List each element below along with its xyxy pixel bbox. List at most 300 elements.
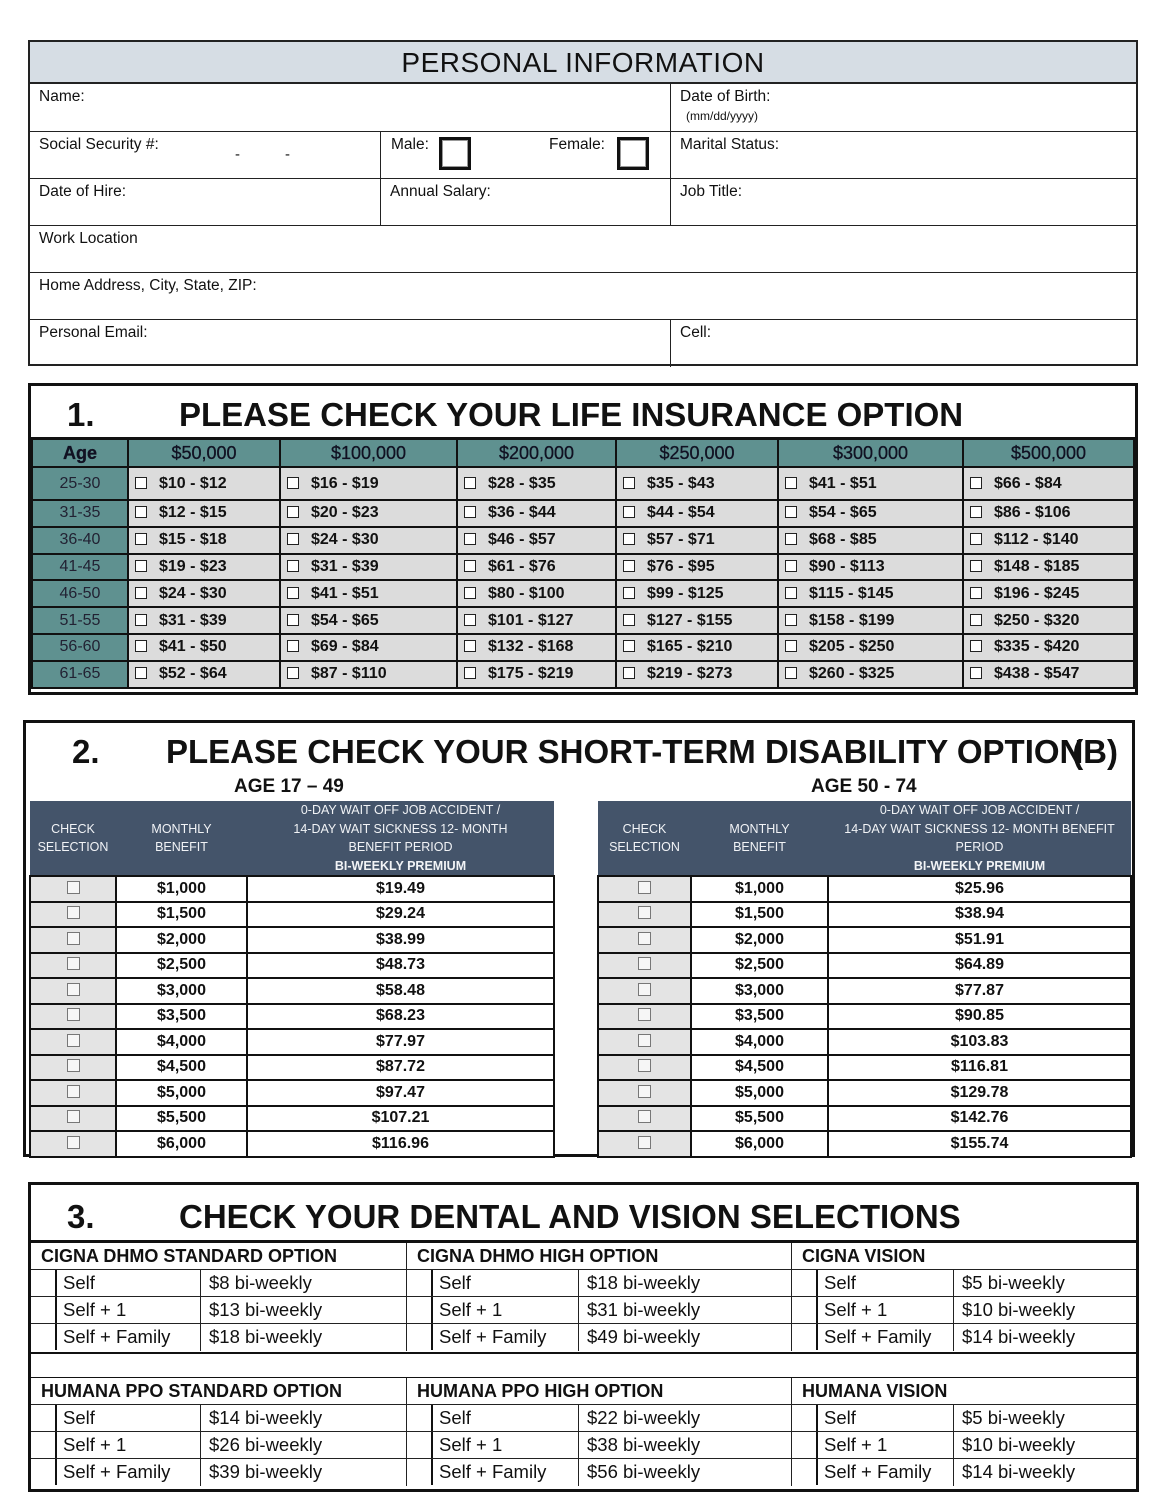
check-selection-cell[interactable] (30, 1055, 116, 1081)
bi-weekly-premium: $51.91 (828, 927, 1131, 953)
checkbox-icon[interactable] (464, 667, 476, 679)
row-contact (30, 320, 1136, 367)
tier-checkbox[interactable] (407, 1270, 433, 1296)
std-option-row (30, 876, 554, 902)
life-option-cell[interactable] (616, 580, 778, 607)
life-option-cell[interactable] (616, 527, 778, 554)
ssn-field[interactable] (30, 132, 380, 178)
life-option-cell[interactable] (778, 467, 963, 500)
rate-range: $127 - $155 (647, 611, 733, 629)
checkbox-icon[interactable] (464, 533, 476, 545)
job-title-field[interactable] (670, 179, 1136, 225)
checkbox-icon[interactable] (623, 477, 635, 489)
checkbox-icon[interactable] (67, 1008, 80, 1021)
rate-range: $52 - $64 (159, 665, 227, 683)
check-selection-cell[interactable] (30, 1080, 116, 1106)
checkbox-icon[interactable] (785, 614, 797, 626)
std-option-row (30, 1131, 554, 1157)
checkbox-icon[interactable] (135, 614, 147, 626)
life-option-cell[interactable] (128, 661, 280, 688)
life-option-cell[interactable] (616, 661, 778, 688)
rate-range: $101 - $127 (488, 611, 574, 629)
rate-range: $68 - $85 (809, 531, 877, 549)
life-option-cell[interactable] (128, 607, 280, 634)
life-option-cell[interactable] (457, 467, 616, 500)
rate-range: $90 - $113 (809, 557, 885, 575)
checkbox-icon[interactable] (785, 667, 797, 679)
bi-weekly-premium: $129.78 (828, 1080, 1131, 1106)
life-rate-row (32, 607, 1134, 634)
bi-weekly-premium: $107.21 (247, 1106, 554, 1132)
coverage-tier: Self + Family (824, 1326, 932, 1347)
life-option-cell[interactable] (280, 500, 457, 527)
checkbox-icon[interactable] (638, 957, 651, 970)
std-option-row (30, 978, 554, 1004)
life-option-cell[interactable] (128, 527, 280, 554)
check-selection-cell[interactable] (30, 902, 116, 928)
checkbox-icon[interactable] (638, 1008, 651, 1021)
dob-field[interactable] (670, 84, 1136, 131)
rate-range: $16 - $19 (311, 474, 379, 492)
life-option-cell[interactable] (280, 580, 457, 607)
tier-checkbox[interactable] (792, 1324, 818, 1350)
tier-price: $18 bi-weekly (200, 1324, 322, 1351)
ssn-separator: - (235, 146, 240, 163)
life-option-cell[interactable] (778, 554, 963, 581)
checkbox-icon[interactable] (638, 1136, 651, 1149)
std-option-row (598, 978, 1131, 1004)
check-selection-cell[interactable] (30, 1106, 116, 1132)
tier-checkbox[interactable] (31, 1324, 57, 1350)
life-option-cell[interactable] (963, 634, 1134, 661)
marital-status-field[interactable] (670, 132, 1136, 178)
tier-checkbox[interactable] (792, 1459, 818, 1485)
row-ssn-gender (30, 132, 1136, 179)
rate-range: $87 - $110 (311, 665, 387, 683)
coverage-tier: Self + 1 (63, 1299, 127, 1320)
plan-tier-row (31, 1432, 406, 1459)
life-option-cell[interactable] (457, 554, 616, 581)
checkbox-icon[interactable] (135, 560, 147, 572)
checkbox-icon[interactable] (287, 667, 299, 679)
checkbox-icon[interactable] (67, 906, 80, 919)
monthly-benefit: $1,000 (116, 876, 247, 902)
rate-range: $219 - $273 (647, 665, 733, 683)
section-header (26, 723, 1132, 779)
checkbox-icon[interactable] (287, 614, 299, 626)
checkbox-icon[interactable] (785, 560, 797, 572)
plan-tier-row (792, 1432, 1136, 1459)
check-selection-cell[interactable] (30, 876, 116, 902)
checkbox-icon[interactable] (785, 587, 797, 599)
checkbox-icon[interactable] (67, 1059, 80, 1072)
checkbox-icon[interactable] (287, 560, 299, 572)
monthly-benefit: $2,500 (691, 953, 828, 979)
checkbox-icon[interactable] (970, 667, 982, 679)
age-group-label-right: AGE 50 - 74 (811, 776, 917, 797)
check-selection-cell[interactable] (30, 927, 116, 953)
checkbox-icon[interactable] (638, 932, 651, 945)
dob-format-hint: (mm/dd/yyyy) (686, 109, 758, 123)
tier-checkbox[interactable] (792, 1405, 818, 1431)
std-header-row (598, 801, 1131, 876)
plan-block (31, 1243, 406, 1351)
life-option-cell[interactable] (778, 500, 963, 527)
plan-tier-row (792, 1297, 1136, 1324)
bi-weekly-premium: $38.99 (247, 927, 554, 953)
plan-tier-row (31, 1270, 406, 1297)
life-option-cell[interactable] (963, 554, 1134, 581)
checkbox-icon[interactable] (638, 1110, 651, 1123)
cell-field[interactable] (670, 320, 1136, 367)
check-selection-cell[interactable] (598, 953, 691, 979)
coverage-tier: Self + Family (824, 1461, 932, 1482)
row-name (30, 84, 1136, 132)
plan-tier-row (407, 1432, 791, 1459)
plan-block (406, 1378, 791, 1486)
checkbox-icon[interactable] (287, 506, 299, 518)
column-header-coverage: $100,000 (280, 440, 457, 467)
checkbox-icon[interactable] (785, 477, 797, 489)
tier-checkbox[interactable] (31, 1459, 57, 1485)
checkbox-icon[interactable] (464, 560, 476, 572)
life-option-cell[interactable] (457, 661, 616, 688)
plan-block (791, 1378, 1136, 1486)
checkbox-icon[interactable] (287, 640, 299, 652)
column-header-benefit: MONTHLY BENEFIT (116, 801, 247, 876)
life-option-cell[interactable] (457, 634, 616, 661)
coverage-tier: Self + 1 (439, 1434, 503, 1455)
plan-tier-row (31, 1459, 406, 1486)
life-option-cell[interactable] (778, 580, 963, 607)
plan-tier-row (407, 1459, 791, 1486)
plan-tier-row (792, 1324, 1136, 1351)
monthly-benefit: $5,000 (691, 1080, 828, 1106)
life-option-cell[interactable] (778, 527, 963, 554)
checkbox-icon[interactable] (638, 983, 651, 996)
monthly-benefit: $3,000 (116, 978, 247, 1004)
life-option-cell[interactable] (963, 500, 1134, 527)
checkbox-icon[interactable] (67, 1136, 80, 1149)
checkbox-icon[interactable] (623, 533, 635, 545)
section-number: 3. (67, 1198, 95, 1235)
marital-status-label: Marital Status: (680, 136, 780, 153)
tier-price: $26 bi-weekly (200, 1432, 322, 1458)
check-selection-cell[interactable] (598, 1131, 691, 1157)
checkbox-icon[interactable] (970, 640, 982, 652)
coverage-tier: Self (63, 1272, 95, 1293)
std-table-age-50-74 (597, 801, 1132, 1158)
std-option-row (598, 902, 1131, 928)
tier-checkbox[interactable] (407, 1297, 433, 1323)
coverage-tier: Self (439, 1272, 471, 1293)
tier-price: $10 bi-weekly (953, 1297, 1075, 1323)
plan-tier-row (31, 1297, 406, 1324)
checkbox-icon[interactable] (67, 1110, 80, 1123)
checkbox-icon[interactable] (135, 506, 147, 518)
job-title-label: Job Title: (680, 183, 743, 200)
life-option-cell[interactable] (280, 554, 457, 581)
checkbox-icon[interactable] (464, 614, 476, 626)
std-table-age-17-49 (29, 801, 555, 1158)
check-selection-cell[interactable] (30, 978, 116, 1004)
life-option-cell[interactable] (457, 527, 616, 554)
checkbox-icon[interactable] (623, 667, 635, 679)
checkbox-icon[interactable] (67, 1034, 80, 1047)
coverage-tier: Self (824, 1272, 856, 1293)
tier-price: $18 bi-weekly (578, 1270, 700, 1296)
bi-weekly-premium: $103.83 (828, 1029, 1131, 1055)
tier-price: $8 bi-weekly (200, 1270, 312, 1296)
monthly-benefit: $1,500 (691, 902, 828, 928)
life-option-cell[interactable] (128, 580, 280, 607)
column-header-coverage: $200,000 (457, 440, 616, 467)
row-hire (30, 179, 1136, 226)
female-checkbox[interactable] (617, 137, 649, 170)
monthly-benefit: $6,000 (691, 1131, 828, 1157)
checkbox-icon[interactable] (970, 560, 982, 572)
plan-title: HUMANA PPO STANDARD OPTION (31, 1378, 406, 1405)
tier-checkbox[interactable] (31, 1297, 57, 1323)
check-selection-cell[interactable] (598, 1106, 691, 1132)
life-option-cell[interactable] (280, 661, 457, 688)
bi-weekly-premium: $77.87 (828, 978, 1131, 1004)
name-field[interactable] (30, 84, 670, 131)
life-option-cell[interactable] (128, 554, 280, 581)
std-option-row (30, 953, 554, 979)
tier-checkbox[interactable] (407, 1405, 433, 1431)
checkbox-icon[interactable] (464, 587, 476, 599)
checkbox-icon[interactable] (970, 477, 982, 489)
check-selection-cell[interactable] (598, 978, 691, 1004)
checkbox-icon[interactable] (464, 477, 476, 489)
std-option-row (598, 1080, 1131, 1106)
rate-range: $44 - $54 (647, 504, 715, 522)
tier-price: $14 bi-weekly (200, 1405, 322, 1431)
life-option-cell[interactable] (457, 500, 616, 527)
rate-range: $57 - $71 (647, 531, 715, 549)
coverage-tier: Self + Family (63, 1461, 171, 1482)
coverage-tier: Self (439, 1407, 471, 1428)
checkbox-icon[interactable] (287, 533, 299, 545)
check-selection-cell[interactable] (598, 1004, 691, 1030)
life-option-cell[interactable] (280, 634, 457, 661)
rate-range: $165 - $210 (647, 638, 733, 656)
checkbox-icon[interactable] (970, 614, 982, 626)
plan-title: HUMANA PPO HIGH OPTION (407, 1378, 791, 1405)
checkbox-icon[interactable] (785, 533, 797, 545)
section-title: PLEASE CHECK YOUR LIFE INSURANCE OPTION (179, 396, 964, 433)
life-option-cell[interactable] (778, 607, 963, 634)
rate-range: $54 - $65 (809, 504, 877, 522)
dob-label: Date of Birth: (680, 88, 771, 105)
ssn-label: Social Security #: (39, 136, 159, 153)
tier-checkbox[interactable] (407, 1432, 433, 1458)
checkbox-icon[interactable] (623, 560, 635, 572)
checkbox-icon[interactable] (464, 506, 476, 518)
plan-title: CIGNA DHMO STANDARD OPTION (31, 1243, 406, 1270)
tier-checkbox[interactable] (31, 1405, 57, 1431)
life-option-cell[interactable] (457, 607, 616, 634)
checkbox-icon[interactable] (135, 587, 147, 599)
tier-price: $14 bi-weekly (953, 1459, 1075, 1486)
row-work-location (30, 226, 1136, 273)
checkbox-icon[interactable] (623, 587, 635, 599)
plan-tier-row (792, 1459, 1136, 1486)
coverage-tier: Self + Family (439, 1326, 547, 1347)
life-option-cell[interactable] (778, 634, 963, 661)
monthly-benefit: $5,500 (691, 1106, 828, 1132)
plan-grid (31, 1243, 1136, 1489)
life-rate-row (32, 634, 1134, 661)
checkbox-icon[interactable] (623, 640, 635, 652)
checkbox-icon[interactable] (135, 640, 147, 652)
checkbox-icon[interactable] (785, 506, 797, 518)
checkbox-icon[interactable] (970, 533, 982, 545)
date-of-hire-field[interactable] (30, 179, 380, 225)
coverage-tier: Self + 1 (439, 1299, 503, 1320)
life-option-cell[interactable] (963, 580, 1134, 607)
life-option-cell[interactable] (616, 554, 778, 581)
life-option-cell[interactable] (280, 467, 457, 500)
checkbox-icon[interactable] (638, 881, 651, 894)
check-selection-cell[interactable] (598, 927, 691, 953)
check-selection-cell[interactable] (598, 902, 691, 928)
tier-price: $38 bi-weekly (578, 1432, 700, 1458)
std-option-row (598, 1004, 1131, 1030)
checkbox-icon[interactable] (287, 477, 299, 489)
life-option-cell[interactable] (280, 527, 457, 554)
bi-weekly-premium: $68.23 (247, 1004, 554, 1030)
life-option-cell[interactable] (616, 500, 778, 527)
male-checkbox[interactable] (439, 137, 471, 170)
checkbox-icon[interactable] (623, 614, 635, 626)
life-rate-row (32, 527, 1134, 554)
life-option-cell[interactable] (963, 467, 1134, 500)
std-option-row (598, 876, 1131, 902)
checkbox-icon[interactable] (67, 881, 80, 894)
checkbox-icon[interactable] (135, 477, 147, 489)
tier-checkbox[interactable] (31, 1432, 57, 1458)
checkbox-icon[interactable] (970, 506, 982, 518)
bi-weekly-premium: $77.97 (247, 1029, 554, 1055)
tier-checkbox[interactable] (407, 1459, 433, 1485)
bi-weekly-premium: $87.72 (247, 1055, 554, 1081)
personal-email-field[interactable] (30, 320, 670, 367)
column-header-coverage: $300,000 (778, 440, 963, 467)
checkbox-icon[interactable] (464, 640, 476, 652)
checkbox-icon[interactable] (623, 506, 635, 518)
rate-range: $61 - $76 (488, 557, 556, 575)
monthly-benefit: $4,500 (691, 1055, 828, 1081)
check-selection-cell[interactable] (598, 1029, 691, 1055)
checkbox-icon[interactable] (638, 1059, 651, 1072)
column-header-check: CHECK SELECTION (598, 801, 691, 876)
checkbox-icon[interactable] (67, 1085, 80, 1098)
tier-checkbox[interactable] (792, 1432, 818, 1458)
home-address-field[interactable] (30, 273, 1136, 319)
tier-price: $56 bi-weekly (578, 1459, 700, 1486)
life-option-cell[interactable] (457, 580, 616, 607)
rate-range: $69 - $84 (311, 638, 379, 656)
rate-range: $80 - $100 (488, 584, 565, 602)
monthly-benefit: $1,000 (691, 876, 828, 902)
check-selection-cell[interactable] (598, 1055, 691, 1081)
check-selection-cell[interactable] (598, 876, 691, 902)
tier-checkbox[interactable] (31, 1270, 57, 1296)
life-rate-table (31, 440, 1135, 689)
bi-weekly-premium: $29.24 (247, 902, 554, 928)
bi-weekly-premium: $38.94 (828, 902, 1131, 928)
life-insurance-section (28, 383, 1138, 695)
column-header-premium: 0-DAY WAIT OFF JOB ACCIDENT / 14-DAY WAIT SICKNESS 12- MONTH BENEFIT PERIOD BI-WEEKLY PREMIUM (828, 801, 1131, 876)
rate-range: $115 - $145 (809, 584, 894, 602)
tier-price: $22 bi-weekly (578, 1405, 700, 1431)
work-location-field[interactable] (30, 226, 1136, 272)
life-option-cell[interactable] (616, 634, 778, 661)
plan-tier-row (407, 1270, 791, 1297)
check-selection-cell[interactable] (30, 1131, 116, 1157)
check-selection-cell[interactable] (598, 1080, 691, 1106)
life-option-cell[interactable] (963, 527, 1134, 554)
life-option-cell[interactable] (963, 661, 1134, 688)
checkbox-icon[interactable] (785, 640, 797, 652)
rate-range: $132 - $168 (488, 638, 574, 656)
std-option-row (598, 1029, 1131, 1055)
life-option-cell[interactable] (128, 467, 280, 500)
life-option-cell[interactable] (616, 607, 778, 634)
check-selection-cell[interactable] (30, 1004, 116, 1030)
bi-weekly-premium: $90.85 (828, 1004, 1131, 1030)
coverage-tier: Self (824, 1407, 856, 1428)
rate-range: $250 - $320 (994, 611, 1080, 629)
coverage-tier: Self + Family (63, 1326, 171, 1347)
checkbox-icon[interactable] (638, 906, 651, 919)
name-label: Name: (39, 88, 85, 105)
checkbox-icon[interactable] (135, 667, 147, 679)
life-option-cell[interactable] (963, 607, 1134, 634)
monthly-benefit: $2,500 (116, 953, 247, 979)
checkbox-icon[interactable] (638, 1034, 651, 1047)
life-option-cell[interactable] (616, 467, 778, 500)
life-option-cell[interactable] (128, 500, 280, 527)
cell-label: Cell: (680, 324, 712, 341)
bi-weekly-premium: $25.96 (828, 876, 1131, 902)
annual-salary-field[interactable] (380, 179, 670, 225)
check-selection-cell[interactable] (30, 1029, 116, 1055)
tier-price: $13 bi-weekly (200, 1297, 322, 1323)
checkbox-icon[interactable] (67, 957, 80, 970)
tier-checkbox[interactable] (407, 1324, 433, 1350)
life-option-cell[interactable] (128, 634, 280, 661)
monthly-benefit: $3,500 (691, 1004, 828, 1030)
checkbox-icon[interactable] (67, 932, 80, 945)
tier-checkbox[interactable] (792, 1297, 818, 1323)
checkbox-icon[interactable] (287, 587, 299, 599)
checkbox-icon[interactable] (638, 1085, 651, 1098)
monthly-benefit: $2,000 (691, 927, 828, 953)
age-range: 61-65 (32, 661, 128, 688)
checkbox-icon[interactable] (67, 983, 80, 996)
tier-checkbox[interactable] (792, 1270, 818, 1296)
life-option-cell[interactable] (778, 661, 963, 688)
life-option-cell[interactable] (280, 607, 457, 634)
check-selection-cell[interactable] (30, 953, 116, 979)
checkbox-icon[interactable] (135, 533, 147, 545)
gender-field (380, 132, 670, 178)
checkbox-icon[interactable] (970, 587, 982, 599)
life-header-row (32, 440, 1134, 467)
